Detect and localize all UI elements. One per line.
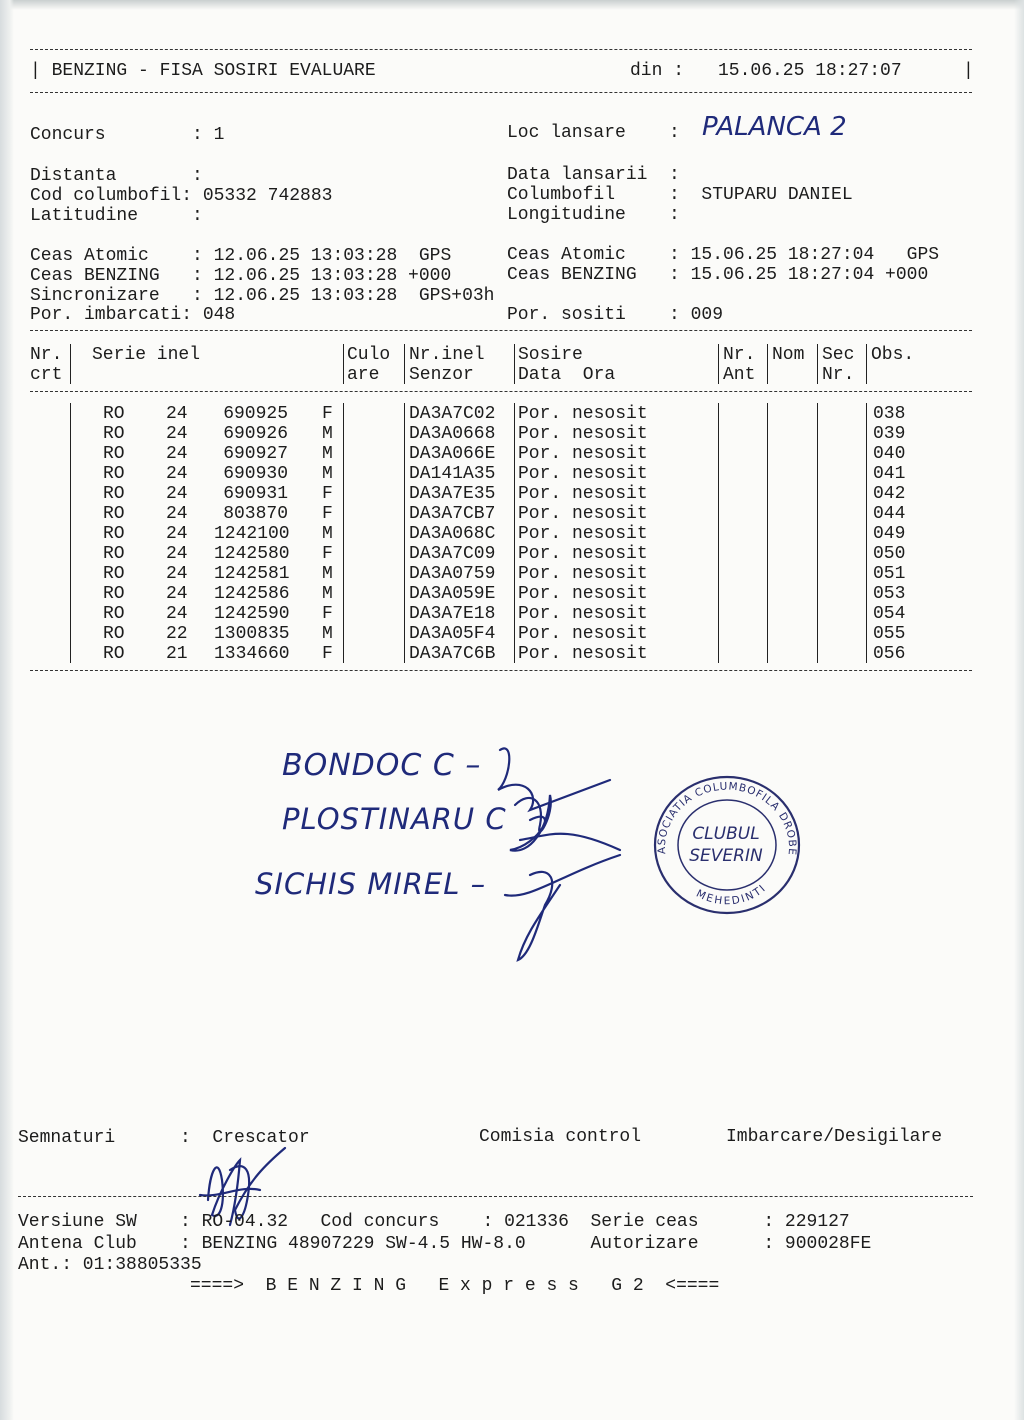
handwritten-plostinaru: PLOSTINARU C	[282, 802, 507, 836]
cell-sosire: Por. nesosit	[518, 464, 648, 484]
cell-senzor: DA3A7C6B	[409, 644, 496, 664]
ceas-benzing-right: Ceas BENZING : 15.06.25 18:27:04 +000	[507, 265, 929, 285]
cell-sex: F	[322, 504, 333, 524]
cell-an: 24	[166, 444, 188, 464]
stamp-inner-1: CLUBUL	[692, 824, 760, 844]
hdr-sep	[343, 344, 344, 384]
cell-sosire: Por. nesosit	[518, 644, 648, 664]
table-top-rule	[30, 330, 972, 331]
cell-sex: F	[322, 544, 333, 564]
cell-senzor: DA3A7C09	[409, 544, 496, 564]
cell-tara: RO	[103, 604, 125, 624]
cell-senzor: DA3A7E35	[409, 484, 496, 504]
cell-an: 24	[166, 484, 188, 504]
imbarcati-field: Por. imbarcati: 048	[30, 305, 236, 325]
cell-nr: 690927	[223, 444, 288, 464]
cell-nr: 690930	[223, 464, 288, 484]
col-serie: Serie inel	[92, 345, 201, 365]
col-nom: Nom	[772, 345, 805, 365]
cell-obs: 044	[873, 504, 906, 524]
header-bottom-rule	[30, 92, 972, 93]
col-sec-1: Sec	[822, 345, 855, 365]
cell-sex: F	[322, 484, 333, 504]
cell-senzor: DA3A066E	[409, 444, 496, 464]
col-nr-1: Nr.	[30, 345, 63, 365]
cell-senzor: DA3A05F4	[409, 624, 496, 644]
body-sep	[343, 403, 344, 663]
ant-line: Ant.: 01:38805335	[18, 1255, 202, 1275]
stamp-inner-2: SEVERIN	[689, 846, 763, 866]
cell-senzor: DA3A7CB7	[409, 504, 496, 524]
cell-an: 24	[166, 504, 188, 524]
cell-sex: F	[322, 604, 333, 624]
cell-sosire: Por. nesosit	[518, 504, 648, 524]
body-sep	[866, 403, 867, 663]
cell-senzor: DA3A059E	[409, 584, 496, 604]
cell-sex: M	[322, 424, 333, 444]
cell-an: 22	[166, 624, 188, 644]
cell-tara: RO	[103, 464, 125, 484]
cell-tara: RO	[103, 564, 125, 584]
cell-tara: RO	[103, 424, 125, 444]
cell-senzor: DA3A068C	[409, 524, 496, 544]
cell-nr: 690925	[223, 404, 288, 424]
signature-scribbles	[470, 735, 640, 975]
cell-sex: M	[322, 584, 333, 604]
col-culo-2: are	[347, 365, 380, 385]
cell-sex: M	[322, 564, 333, 584]
cell-obs: 056	[873, 644, 906, 664]
sincronizare-field: Sincronizare : 12.06.25 13:03:28 GPS+03h	[30, 286, 495, 306]
scan-edge-left	[0, 0, 14, 1420]
cell-sosire: Por. nesosit	[518, 604, 648, 624]
col-nrinel-1: Nr.inel	[409, 345, 485, 365]
cell-obs: 041	[873, 464, 906, 484]
cell-obs: 039	[873, 424, 906, 444]
ceas-atomic-right: Ceas Atomic : 15.06.25 18:27:04 GPS	[507, 245, 940, 265]
cell-sex: M	[322, 524, 333, 544]
body-sep	[70, 403, 71, 663]
body-sep	[767, 403, 768, 663]
cell-an: 24	[166, 524, 188, 544]
body-sep	[817, 403, 818, 663]
club-stamp	[647, 764, 802, 918]
cell-an: 21	[166, 644, 188, 664]
cell-an: 24	[166, 464, 188, 484]
col-sosire-1: Sosire	[518, 345, 583, 365]
cell-nr: 1334660	[214, 644, 290, 664]
cell-nr: 803870	[223, 504, 288, 524]
cell-senzor: DA3A7E18	[409, 604, 496, 624]
cell-tara: RO	[103, 624, 125, 644]
handwritten-bondoc: BONDOC C –	[282, 748, 482, 783]
col-nr-2: crt	[30, 365, 63, 385]
cell-tara: RO	[103, 544, 125, 564]
document-date: 15.06.25 18:27:07	[718, 61, 902, 81]
cell-nr: 1242100	[214, 524, 290, 544]
cell-sosire: Por. nesosit	[518, 544, 648, 564]
cell-sosire: Por. nesosit	[518, 564, 648, 584]
data-lansarii-field: Data lansarii :	[507, 165, 680, 185]
cell-nr: 1242581	[214, 564, 290, 584]
longitudine-field: Longitudine :	[507, 205, 680, 225]
antena-club-line: Antena Club : BENZING 48907229 SW-4.5 HW-8.0 Autorizare : 900028FE	[18, 1234, 872, 1254]
cell-sosire: Por. nesosit	[518, 624, 648, 644]
cell-sex: M	[322, 464, 333, 484]
cell-senzor: DA3A7C02	[409, 404, 496, 424]
cell-an: 24	[166, 584, 188, 604]
cell-tara: RO	[103, 524, 125, 544]
cell-obs: 053	[873, 584, 906, 604]
cell-sex: F	[322, 644, 333, 664]
cell-obs: 049	[873, 524, 906, 544]
versiune-sw-line: Versiune SW : RO-04.32 Cod concurs : 021336 Serie ceas : 229127	[18, 1212, 850, 1232]
cell-obs: 040	[873, 444, 906, 464]
hdr-sep	[718, 344, 719, 384]
cell-senzor: DA3A0668	[409, 424, 496, 444]
cell-sex: M	[322, 624, 333, 644]
cell-tara: RO	[103, 584, 125, 604]
col-ant-2: Ant	[723, 365, 756, 385]
handwritten-sichis: SICHIS MIREL –	[255, 867, 487, 901]
header-top-rule	[30, 49, 972, 50]
cell-sosire: Por. nesosit	[518, 404, 648, 424]
sositi-field: Por. sositi : 009	[507, 305, 724, 325]
cell-sex: M	[322, 444, 333, 464]
ceas-benzing-left: Ceas BENZING : 12.06.25 13:03:28 +000	[30, 266, 452, 286]
stamp-outer-text: ASOCIATIA COLUMBOFILA DROBETA	[647, 764, 799, 857]
cell-obs: 054	[873, 604, 906, 624]
hdr-sep	[514, 344, 515, 384]
cell-obs: 055	[873, 624, 906, 644]
cell-nr: 1300835	[214, 624, 290, 644]
latitudine-field: Latitudine :	[30, 206, 203, 226]
cell-tara: RO	[103, 644, 125, 664]
cell-obs: 050	[873, 544, 906, 564]
cell-senzor: DA3A0759	[409, 564, 496, 584]
cell-tara: RO	[103, 444, 125, 464]
cell-sosire: Por. nesosit	[518, 584, 648, 604]
cell-obs: 042	[873, 484, 906, 504]
col-sosire-2: Data Ora	[518, 365, 616, 385]
cell-an: 24	[166, 544, 188, 564]
body-sep	[718, 403, 719, 663]
cell-sosire: Por. nesosit	[518, 424, 648, 444]
columbofil-field: Columbofil : STUPARU DANIEL	[507, 185, 853, 205]
cell-an: 24	[166, 604, 188, 624]
cell-tara: RO	[103, 484, 125, 504]
loc-lansare-field: Loc lansare :	[507, 123, 680, 143]
stamp-bottom-text: MEHEDINTI	[694, 881, 770, 908]
cell-nr: 690931	[223, 484, 288, 504]
hdr-sep	[70, 344, 71, 384]
imbarcare-desigilare: Imbarcare/Desigilare	[726, 1127, 943, 1147]
cell-sex: F	[322, 404, 333, 424]
cell-tara: RO	[103, 404, 125, 424]
hdr-sep	[817, 344, 818, 384]
cell-nr: 690926	[223, 424, 288, 444]
scan-edge-top	[0, 0, 1024, 10]
concurs-field: Concurs : 1	[30, 125, 225, 145]
table-header-rule	[30, 391, 972, 392]
cell-sosire: Por. nesosit	[518, 484, 648, 504]
benzing-express-banner: ====> B E N Z I N G E x p r e s s G 2 <====	[190, 1276, 720, 1296]
col-sec-2: Nr.	[822, 365, 855, 385]
col-obs: Obs.	[871, 345, 915, 365]
cell-sosire: Por. nesosit	[518, 444, 648, 464]
ceas-atomic-left: Ceas Atomic : 12.06.25 13:03:28 GPS	[30, 246, 452, 266]
cell-nr: 1242580	[214, 544, 290, 564]
footer-rule	[18, 1196, 973, 1197]
scan-edge-right	[1014, 0, 1024, 1420]
cell-tara: RO	[103, 504, 125, 524]
cell-nr: 1242590	[214, 604, 290, 624]
cod-columbofil-field: Cod columbofil: 05332 742883	[30, 186, 333, 206]
cell-an: 24	[166, 564, 188, 584]
body-sep	[514, 403, 515, 663]
document-title: | BENZING - FISA SOSIRI EVALUARE	[30, 61, 376, 81]
date-label: din :	[630, 61, 685, 81]
loc-lansare-handwritten: PALANCA 2	[702, 112, 847, 142]
cell-obs: 051	[873, 564, 906, 584]
col-nrinel-2: Senzor	[409, 365, 474, 385]
hdr-sep	[767, 344, 768, 384]
table-bottom-rule	[30, 670, 972, 671]
hdr-sep	[866, 344, 867, 384]
cell-nr: 1242586	[214, 584, 290, 604]
comisia-control: Comisia control	[479, 1127, 642, 1147]
cell-an: 24	[166, 404, 188, 424]
header-end-bar: |	[963, 61, 974, 81]
distanta-field: Distanta :	[30, 166, 203, 186]
semnaturi-line: Semnaturi : Crescator	[18, 1128, 310, 1148]
cell-senzor: DA141A35	[409, 464, 496, 484]
cell-obs: 038	[873, 404, 906, 424]
cell-sosire: Por. nesosit	[518, 524, 648, 544]
hdr-sep	[404, 344, 405, 384]
cell-an: 24	[166, 424, 188, 444]
col-culo-1: Culo	[347, 345, 391, 365]
col-ant-1: Nr.	[723, 345, 756, 365]
body-sep	[404, 403, 405, 663]
